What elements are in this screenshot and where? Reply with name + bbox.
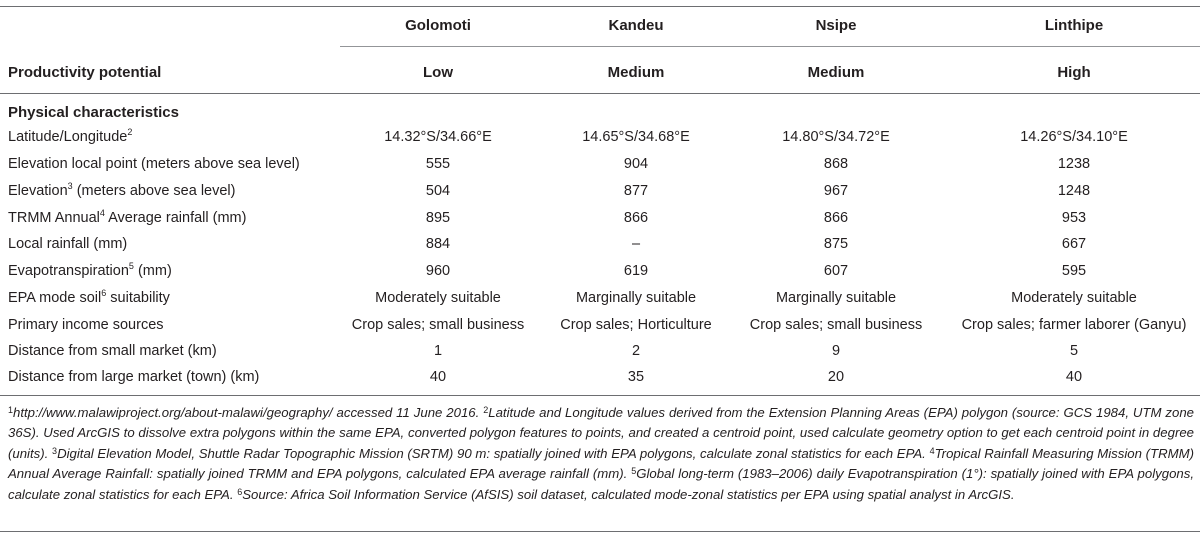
row-label: Distance from large market (town) (km) <box>8 369 260 385</box>
table-cell: Crop sales; Horticulture <box>560 317 712 333</box>
table-cell: Marginally suitable <box>775 290 897 306</box>
productivity-value: Low <box>423 64 453 81</box>
table-cell: 877 <box>623 183 649 199</box>
table-cell: 504 <box>425 183 451 199</box>
table-cell: 555 <box>425 156 451 172</box>
table-cell: 953 <box>1061 210 1087 226</box>
footnote-marker: 1 <box>8 405 14 415</box>
productivity-value: High <box>1057 64 1091 81</box>
table-cell: 895 <box>425 210 451 226</box>
table-cell: 595 <box>1061 263 1087 279</box>
footnote-marker: 2 <box>483 405 489 415</box>
row-label: Local rainfall (mm) <box>8 236 128 252</box>
footnote-marker: 3 <box>52 445 58 456</box>
table-cell: 1238 <box>1057 156 1091 172</box>
productivity-value: Medium <box>807 64 865 81</box>
table-cell: 20 <box>827 369 845 385</box>
table-cell: Crop sales; small business <box>351 317 525 333</box>
row-label: Elevation$^3$ (meters above sea level) <box>8 181 236 199</box>
column-header-linthipe: Linthipe <box>1044 17 1104 34</box>
table-cell: 884 <box>425 236 451 252</box>
table-cell: Crop sales; farmer laborer (Ganyu) <box>961 317 1187 333</box>
table-cell: 35 <box>627 369 645 385</box>
productivity-label: Productivity potential <box>8 64 162 81</box>
top-rule <box>0 6 1200 7</box>
table-cell: 875 <box>823 236 849 252</box>
footnote-marker: 4 <box>929 445 935 456</box>
footnotes-bottom-rule <box>0 531 1200 532</box>
row-label: Distance from small market (km) <box>8 343 217 359</box>
column-header-kandeu: Kandeu <box>608 17 664 34</box>
column-header-rule <box>340 46 1200 47</box>
table-cell: 5 <box>1069 343 1079 359</box>
table-cell: 14.26°S/34.10°E <box>1020 129 1128 145</box>
table-cell: 1248 <box>1057 183 1091 199</box>
productivity-value: Medium <box>607 64 665 81</box>
row-label: EPA mode soil$^6$ suitability <box>8 288 170 306</box>
table-cell: Moderately suitable <box>1011 290 1137 306</box>
row-label: Elevation local point (meters above sea level) <box>8 156 300 172</box>
table-cell: Crop sales; small business <box>749 317 923 333</box>
column-header-nsipe: Nsipe <box>815 17 857 34</box>
table-cell: 1 <box>433 343 443 359</box>
column-header-golomoti: Golomoti <box>405 17 471 34</box>
table-cell: 9 <box>831 343 841 359</box>
footnote-text: Tropical Rainfall Measuring Mission (TRMM) Annual Average Rainfall: spatially joined TRMM and EPA polygons, calculated EPA average rainfall (mm). <box>8 445 1195 482</box>
table-cell: 866 <box>823 210 849 226</box>
table-cell: 868 <box>823 156 849 172</box>
table-bottom-rule <box>0 395 1200 396</box>
table-footnotes <box>8 403 1194 505</box>
footnote-text: Digital Elevation Model, Shuttle Radar Topographic Mission (SRTM) 90 m: spatially joined with EPA polygons, calculate zonal statistics for each EPA. <box>57 445 926 461</box>
table-cell: 904 <box>623 156 649 172</box>
table-cell: 619 <box>623 263 649 279</box>
table-cell: – <box>631 236 641 252</box>
footnote-text: http://www.malawiproject.org/about-malawi/geography/ accessed 11 June 2016. <box>13 405 480 420</box>
table-cell: 967 <box>823 183 849 199</box>
table-cell: 14.32°S/34.66°E <box>384 129 492 145</box>
header-bottom-rule <box>0 93 1200 94</box>
footnote-text: Latitude and Longitude values derived from the Extension Planning Areas (EPA) polygon (source: GCS 1984, UTM zone 36S). Used ArcGIS to dissolve extra polygons within the same EPA, converted polygon features to points, and created a centroid point, used calculate geometry option to get each centroid point in degree (units). <box>8 405 1194 461</box>
footnote-marker: 6 <box>237 486 243 497</box>
table-cell: 14.80°S/34.72°E <box>782 129 890 145</box>
table-cell: 40 <box>429 369 447 385</box>
table-cell: 607 <box>823 263 849 279</box>
table-cell: 667 <box>1061 236 1087 252</box>
table-cell: 2 <box>631 343 641 359</box>
footnote-text: Global long-term (1983–2006) daily Evapotranspiration (1°): spatially joined with EPA polygons, calculate zonal statistics for each EPA. <box>8 466 1194 502</box>
row-label: TRMM Annual$^4$ Average rainfall (mm) <box>8 208 247 226</box>
footnote-marker: 5 <box>631 466 637 477</box>
table-cell: Moderately suitable <box>375 290 501 306</box>
row-label: Latitude/Longitude$^2$ <box>8 127 133 145</box>
section-title: Physical characteristics <box>8 104 179 121</box>
table-cell: 40 <box>1065 369 1083 385</box>
row-label: Primary income sources <box>8 317 164 333</box>
table-cell: Marginally suitable <box>575 290 697 306</box>
footnote-text: Source: Africa Soil Information Service (AfSIS) soil dataset, calculated mode-zonal statistics per EPA using spatial analyst in ArcGIS. <box>242 486 1015 502</box>
row-label: Evapotranspiration$^5$ (mm) <box>8 261 172 279</box>
table-cell: 960 <box>425 263 451 279</box>
table-cell: 866 <box>623 210 649 226</box>
table-cell: 14.65°S/34.68°E <box>582 129 690 145</box>
